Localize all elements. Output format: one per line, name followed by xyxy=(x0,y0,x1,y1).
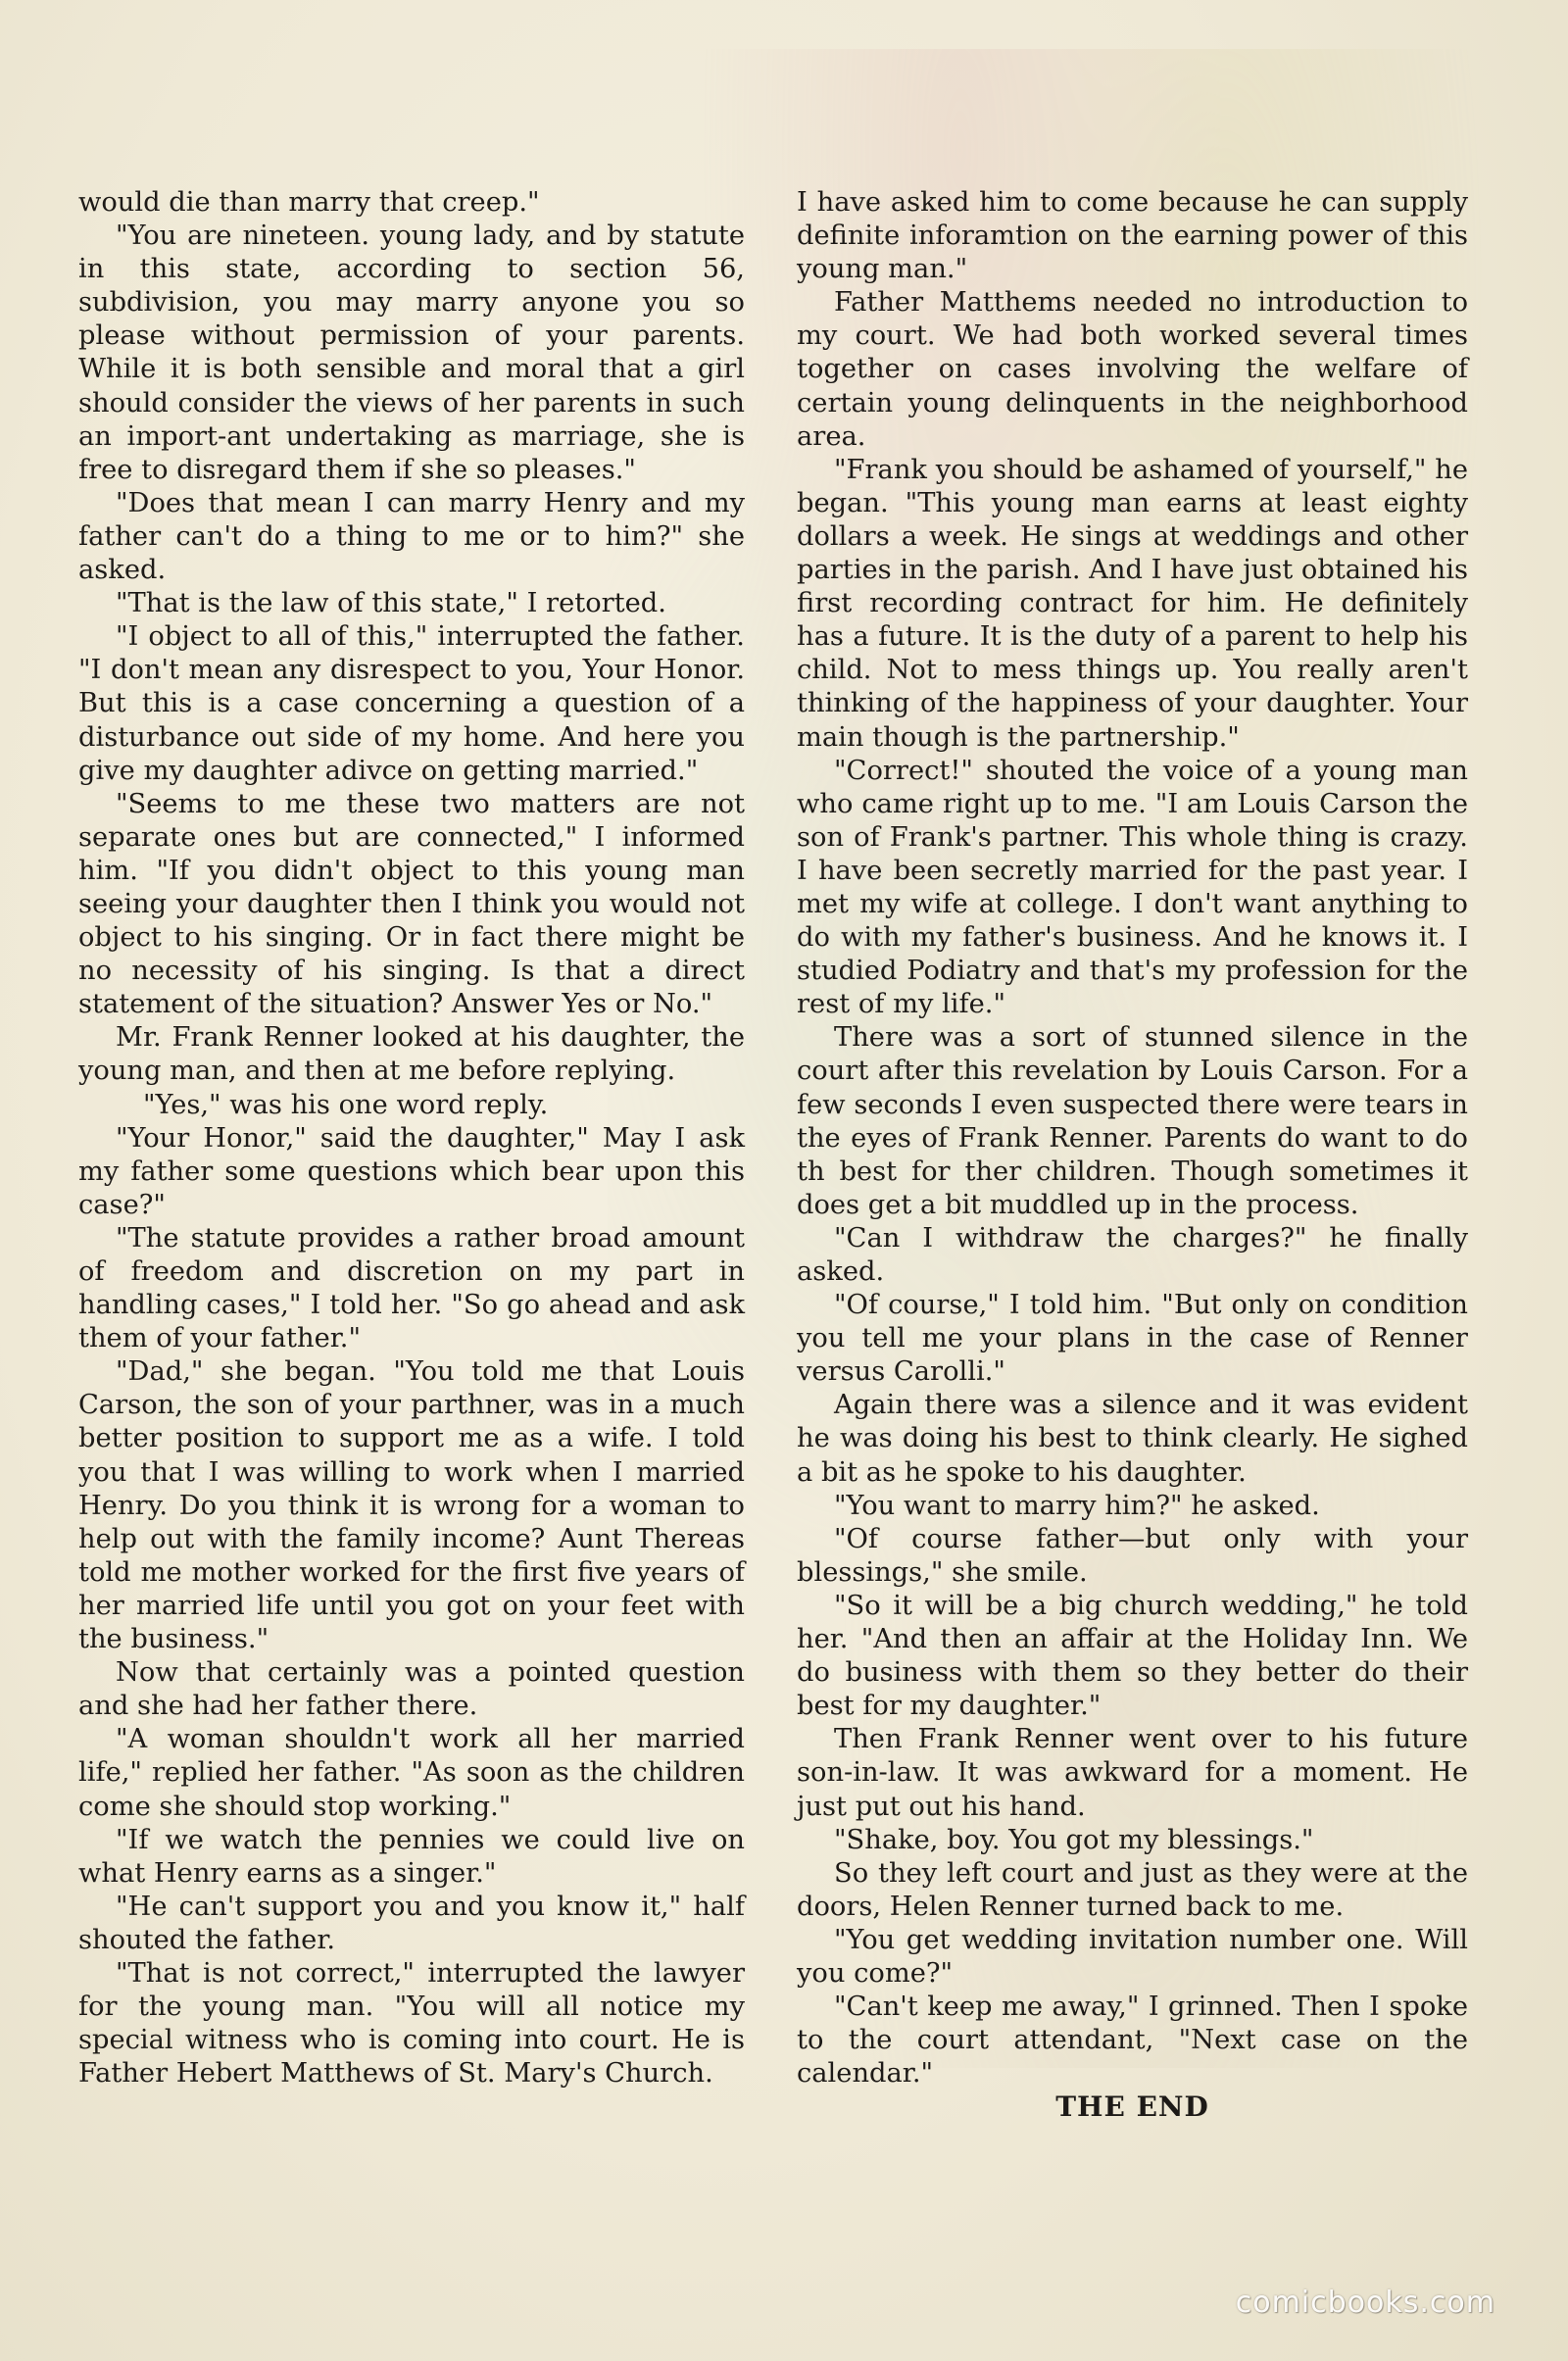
paragraph: would die than marry that creep." xyxy=(78,187,540,218)
paragraph: "You are nineteen. young lady, and by statute in this state, according to section 56, subdivision, you may marry anyone you so please without permission of your parents. While it is both sensible and moral that a girl should consider the views of her parents in such an import-ant undertaking as marriage, she is free to disregard them if she so pleases." xyxy=(78,221,745,485)
paragraph: "Can't keep me away," I grinned. Then I spoke to the court attendant, "Next case on the calendar." xyxy=(797,1992,1468,2090)
paragraph: "If we watch the pennies we could live on what Henry earns as a singer." xyxy=(78,1824,745,1889)
paragraph: "Does that mean I can marry Henry and my father can't do a thing to me or to him?" she asked. xyxy=(78,487,745,586)
paragraph: "The statute provides a rather broad amount of freedom and discretion on my part in handling cases," I told her. "So go ahead and ask them of your father." xyxy=(78,1222,745,1354)
paragraph: "Frank you should be ashamed of yourself," he began. "This young man earns at least eighty dollars a week. He sings at weddings and other parties in the parish. And I have just obtained his first recording contract for him. He definitely has a future. It is the duty of a parent to help his child. Not to mess things up. You really aren't thinking of the happiness of your daughter. Your main though is the partnership." xyxy=(797,454,1468,753)
watermark: comicbooks.com xyxy=(1235,2286,1495,2320)
paragraph: Now that certainly was a pointed question and she had her father there. xyxy=(78,1657,745,1722)
paragraph: "Shake, boy. You got my blessings." xyxy=(834,1824,1314,1855)
paragraph: So they left court and just as they were at the doors, Helen Renner turned back to me. xyxy=(797,1857,1468,1922)
the-end-heading: THE END xyxy=(1055,2090,1209,2124)
paragraph: Father Matthems needed no introduction to my court. We had both worked several times together on cases involving the welfare of certain young delinquents in the neighborhood area. xyxy=(797,287,1468,452)
paragraph: "Can I withdraw the charges?" he finally asked. xyxy=(797,1222,1468,1287)
paragraph: "So it will be a big church wedding," he told her. "And then an affair at the Holiday Inn. We do business with them so they better do their best for my daughter." xyxy=(797,1590,1468,1722)
paragraph: I have asked him to come because he can supply definite inforamtion on the earning power of this young man." xyxy=(797,187,1468,285)
paragraph: "That is not correct," interrupted the lawyer for the young man. "You will all notice my special witness who is coming into court. He is Father Hebert Matthews of St. Mary's Church. xyxy=(78,1957,745,2090)
paragraph: "Your Honor," said the daughter," May I ask my father some questions which bear upon this case?" xyxy=(78,1122,745,1220)
paragraph: Then Frank Renner went over to his future son-in-law. It was awkward for a moment. He just put out his hand. xyxy=(797,1724,1468,1822)
paragraph: "A woman shouldn't work all her married life," replied her father. "As soon as the children come she should stop working." xyxy=(78,1724,745,1822)
paragraph: "That is the law of this state," I retorted. xyxy=(116,588,666,619)
paragraph: "Of course father—but only with your blessings," she smile. xyxy=(797,1523,1468,1588)
paragraph: "Yes," was his one word reply. xyxy=(143,1089,549,1120)
paragraph: "You want to marry him?" he asked. xyxy=(834,1490,1320,1521)
paragraph: "Of course," I told him. "But only on condition you tell me your plans in the case of Renner versus Carolli." xyxy=(797,1290,1468,1388)
paragraph: "Correct!" shouted the voice of a young man who came right up to me. "I am Louis Carson the son of Frank's partner. This whole thing is crazy. I have been secretly married for the past year. I met my wife at college. I don't want anything to do with my father's business. And he knows it. I studied Podiatry and that's my profession for the rest of my life." xyxy=(797,755,1468,1020)
paragraph: Again there was a silence and it was evident he was doing his best to think clearly. He sighed a bit as he spoke to his daughter. xyxy=(797,1390,1468,1488)
text-column-right xyxy=(797,186,1468,2124)
paragraph: "I object to all of this," interrupted the father. "I don't mean any disrespect to you, Your Honor. But this is a case concerning a question of a disturbance out side of my home. And here you give my daughter adivce on getting married." xyxy=(78,621,745,786)
text-column-left xyxy=(78,186,745,2090)
paragraph: There was a sort of stunned silence in the court after this revelation by Louis Carson. For a few seconds I even suspected there were tears in the eyes of Frank Renner. Parents do want to do th best for ther children. Though sometimes it does get a bit muddled up in the process. xyxy=(797,1022,1468,1220)
paragraph: "Dad," she began. "You told me that Louis Carson, the son of your parthner, was in a much better position to support me as a wife. I told you that I was willing to work when I married Henry. Do you think it is wrong for a woman to help out with the family income? Aunt Thereas told me mother worked for the first five years of her married life until you got on your feet with the business." xyxy=(78,1356,745,1655)
paragraph: "Seems to me these two matters are not separate ones but are connected," I informed him. "If you didn't object to this young man seeing your daughter then I think you would not object to his singing. Or in fact there might be no necessity of his singing. Is that a direct statement of the situation? Answer Yes or No." xyxy=(78,788,745,1020)
paragraph: "He can't support you and you know it," half shouted the father. xyxy=(78,1891,745,1955)
paragraph: Mr. Frank Renner looked at his daughter, the young man, and then at me before replying. xyxy=(78,1022,745,1087)
paragraph: "You get wedding invitation number one. Will you come?" xyxy=(797,1924,1468,1989)
